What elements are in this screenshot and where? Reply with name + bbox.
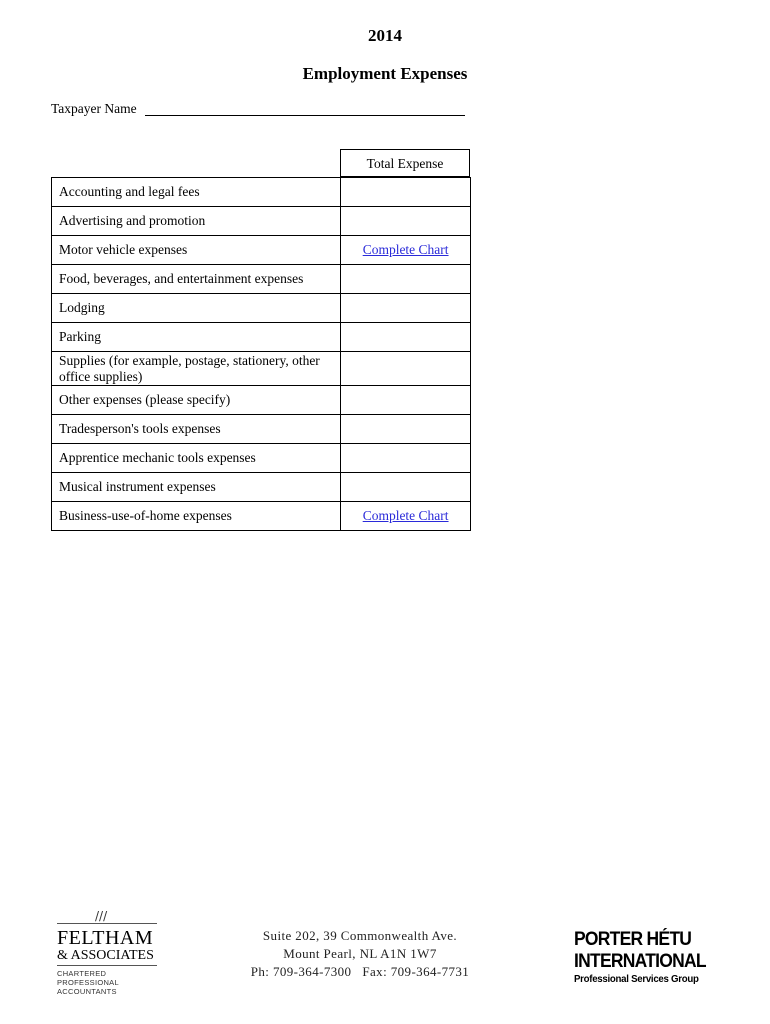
table-row	[52, 236, 471, 265]
table-row	[52, 294, 471, 323]
expense-category: Other expenses (please specify)	[52, 386, 341, 415]
expense-amount-field[interactable]	[341, 294, 471, 323]
address-phone-fax: Ph: 709-364-7300 Fax: 709-364-7731	[250, 964, 470, 979]
feltham-name: FELTHAM	[57, 927, 154, 949]
table-row	[52, 352, 471, 386]
table-row	[52, 323, 471, 352]
table-row	[52, 444, 471, 473]
taxpayer-name-field[interactable]	[145, 115, 465, 116]
expense-category: Advertising and promotion	[52, 207, 341, 236]
office-address	[230, 927, 490, 981]
expense-amount-field[interactable]	[341, 178, 471, 207]
form-title: Employment Expenses	[302, 64, 468, 83]
porter-name: PORTER HÉTU	[574, 929, 692, 950]
feltham-logo	[57, 909, 157, 996]
expense-category: Apprentice mechanic tools expenses	[52, 444, 341, 473]
expense-category: Tradesperson's tools expenses	[52, 415, 341, 444]
taxpayer-name-label: Taxpayer Name	[51, 101, 137, 116]
expense-category: Food, beverages, and entertainment expenses	[52, 265, 341, 294]
feltham-subtitle-2: ACCOUNTANTS	[57, 987, 117, 996]
logo-slashes-icon: ///	[95, 909, 108, 923]
expense-amount-field	[341, 236, 471, 265]
expense-amount-field[interactable]	[341, 415, 471, 444]
expense-category: Business-use-of-home expenses	[52, 502, 341, 531]
address-line-1: Suite 202, 39 Commonwealth Ave.	[262, 928, 458, 943]
expense-category: Motor vehicle expenses	[52, 236, 341, 265]
expense-amount-field[interactable]	[341, 444, 471, 473]
complete-chart-link-business-home[interactable]: Complete Chart	[362, 508, 449, 523]
expense-amount-field[interactable]	[341, 207, 471, 236]
expense-category: Supplies (for example, postage, stationery, other office supplies)	[52, 352, 341, 386]
porter-tagline: Professional Services Group	[574, 973, 699, 985]
expense-amount-field[interactable]	[341, 265, 471, 294]
complete-chart-link-motor-vehicle[interactable]: Complete Chart	[362, 242, 449, 257]
porter-hetu-logo	[574, 929, 754, 985]
table-row	[52, 502, 471, 531]
table-row	[52, 207, 471, 236]
address-line-2: Mount Pearl, NL A1N 1W7	[283, 946, 437, 961]
feltham-associates: & ASSOCIATES	[57, 948, 157, 966]
table-row	[52, 415, 471, 444]
table-row	[52, 265, 471, 294]
feltham-subtitle-1: CHARTERED PROFESSIONAL	[57, 969, 119, 987]
expense-category: Parking	[52, 323, 341, 352]
expense-category: Lodging	[52, 294, 341, 323]
expense-amount-field	[341, 502, 471, 531]
expense-amount-field[interactable]	[341, 473, 471, 502]
expense-amount-field[interactable]	[341, 323, 471, 352]
expense-amount-field[interactable]	[341, 386, 471, 415]
expense-category: Musical instrument expenses	[52, 473, 341, 502]
table-row	[52, 386, 471, 415]
table-row	[52, 473, 471, 502]
expense-amount-field[interactable]	[341, 352, 471, 386]
total-expense-header: Total Expense	[340, 149, 470, 177]
expense-category: Accounting and legal fees	[52, 178, 341, 207]
table-row	[52, 178, 471, 207]
form-year: 2014	[368, 26, 402, 45]
expense-table	[51, 177, 471, 531]
porter-international: INTERNATIONAL	[574, 951, 706, 972]
logo-rule	[57, 909, 157, 924]
